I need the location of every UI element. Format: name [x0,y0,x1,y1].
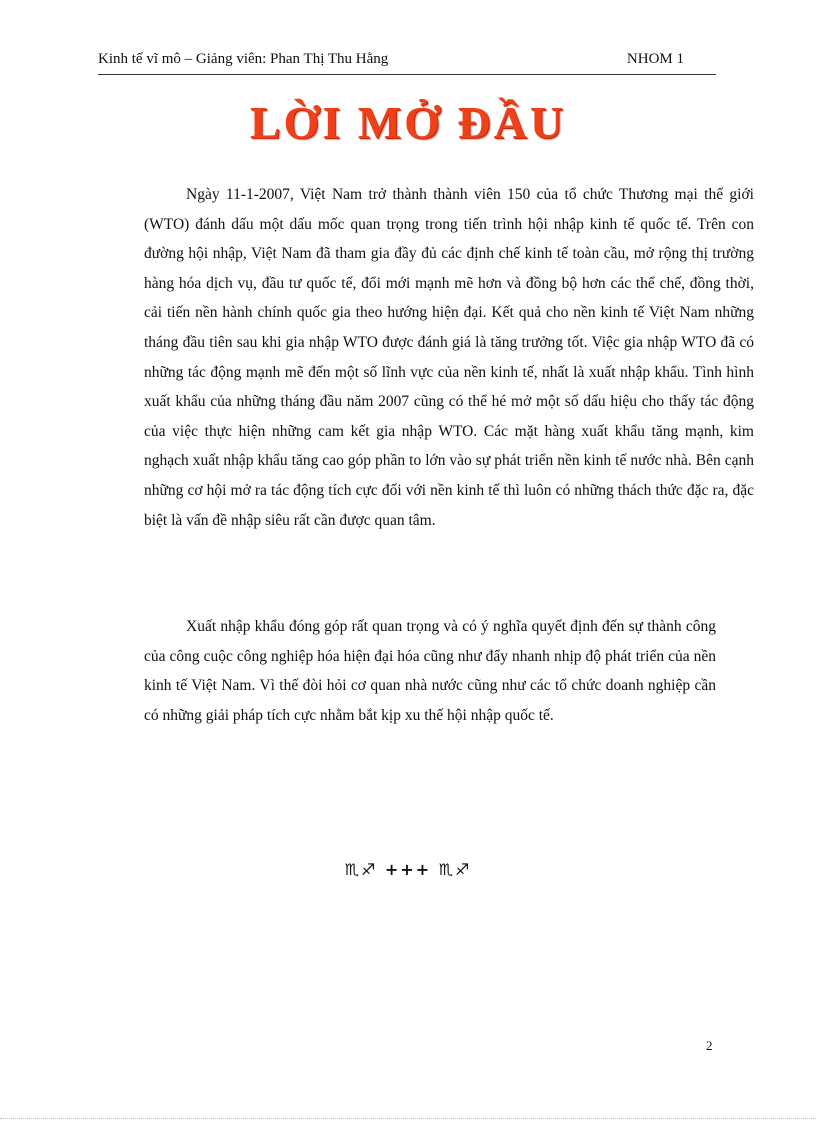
header-group-name: NHOM 1 [626,51,684,67]
header-course-info: Kinh tế vĩ mô – Giảng viên: Phan Thị Thu Hằng [98,51,389,67]
page-number: 2 [706,1038,713,1053]
intro-paragraph-2: Xuất nhập khẩu đóng góp rất quan trọng và có ý nghĩa quyết định đến sự thành công của công cuộc công nghiệp hóa hiện đại hóa cũng như đẩy nhanh nhịp độ phát triển của nền kinh tế Việt Nam. Vì thế đòi hỏi cơ quan nhà nước cũng như các tổ chức doanh nghiệp cần có những giải pháp tích cực nhằm bắt kịp xu thế hội nhập quốc tế. [144,618,716,724]
decorative-ornament: ♏♐ +++ ♏♐ [344,860,472,879]
intro-paragraph-1: Ngày 11-1-2007, Việt Nam trở thành thành viên 150 của tổ chức Thương mại thế giới (WTO) đánh dấu một dấu mốc quan trọng trong tiến trình hội nhập kinh tế quốc tế. Trên con đường hội nhập, Việt Nam đã tham gia đầy đủ các định chế kinh tế toàn cầu, mở rộng thị trường hàng hóa dịch vụ, đầu tư quốc tế, đổi mới mạnh mẽ hơn và đồng bộ hơn các thể chế, đồng thời, cải tiến nền hành chính quốc gia theo hướng hiện đại. Kết quả cho nền kinh tế Việt Nam những tháng đầu tiên sau khi gia nhập WTO được đánh giá là tăng trưởng tốt. Việc gia nhập WTO đã có những tác động mạnh mẽ đến một số lĩnh vực của nền kinh tế, nhất là xuất nhập khẩu. Tình hình xuất khẩu của những tháng đầu năm 2007 cũng có thể hé mở một số dấu hiệu cho thấy tác động của việc thực hiện những cam kết gia nhập WTO. Các mặt hàng xuất khẩu tăng mạnh, kim nghạch xuất nhập khẩu tăng cao góp phần to lớn vào sự phát triển nền kinh tế nước nhà. Bên cạnh những cơ hội mở ra tác động tích cực đối với nền kinh tế thì luôn có những thách thức đặc ra, đặc biệt là vấn đề nhập siêu rất cần được quan tâm. [144,186,754,529]
page-bottom-divider [0,1118,816,1119]
page-header [98,48,716,75]
page-title: LỜI MỞ ĐẦU [249,97,567,148]
